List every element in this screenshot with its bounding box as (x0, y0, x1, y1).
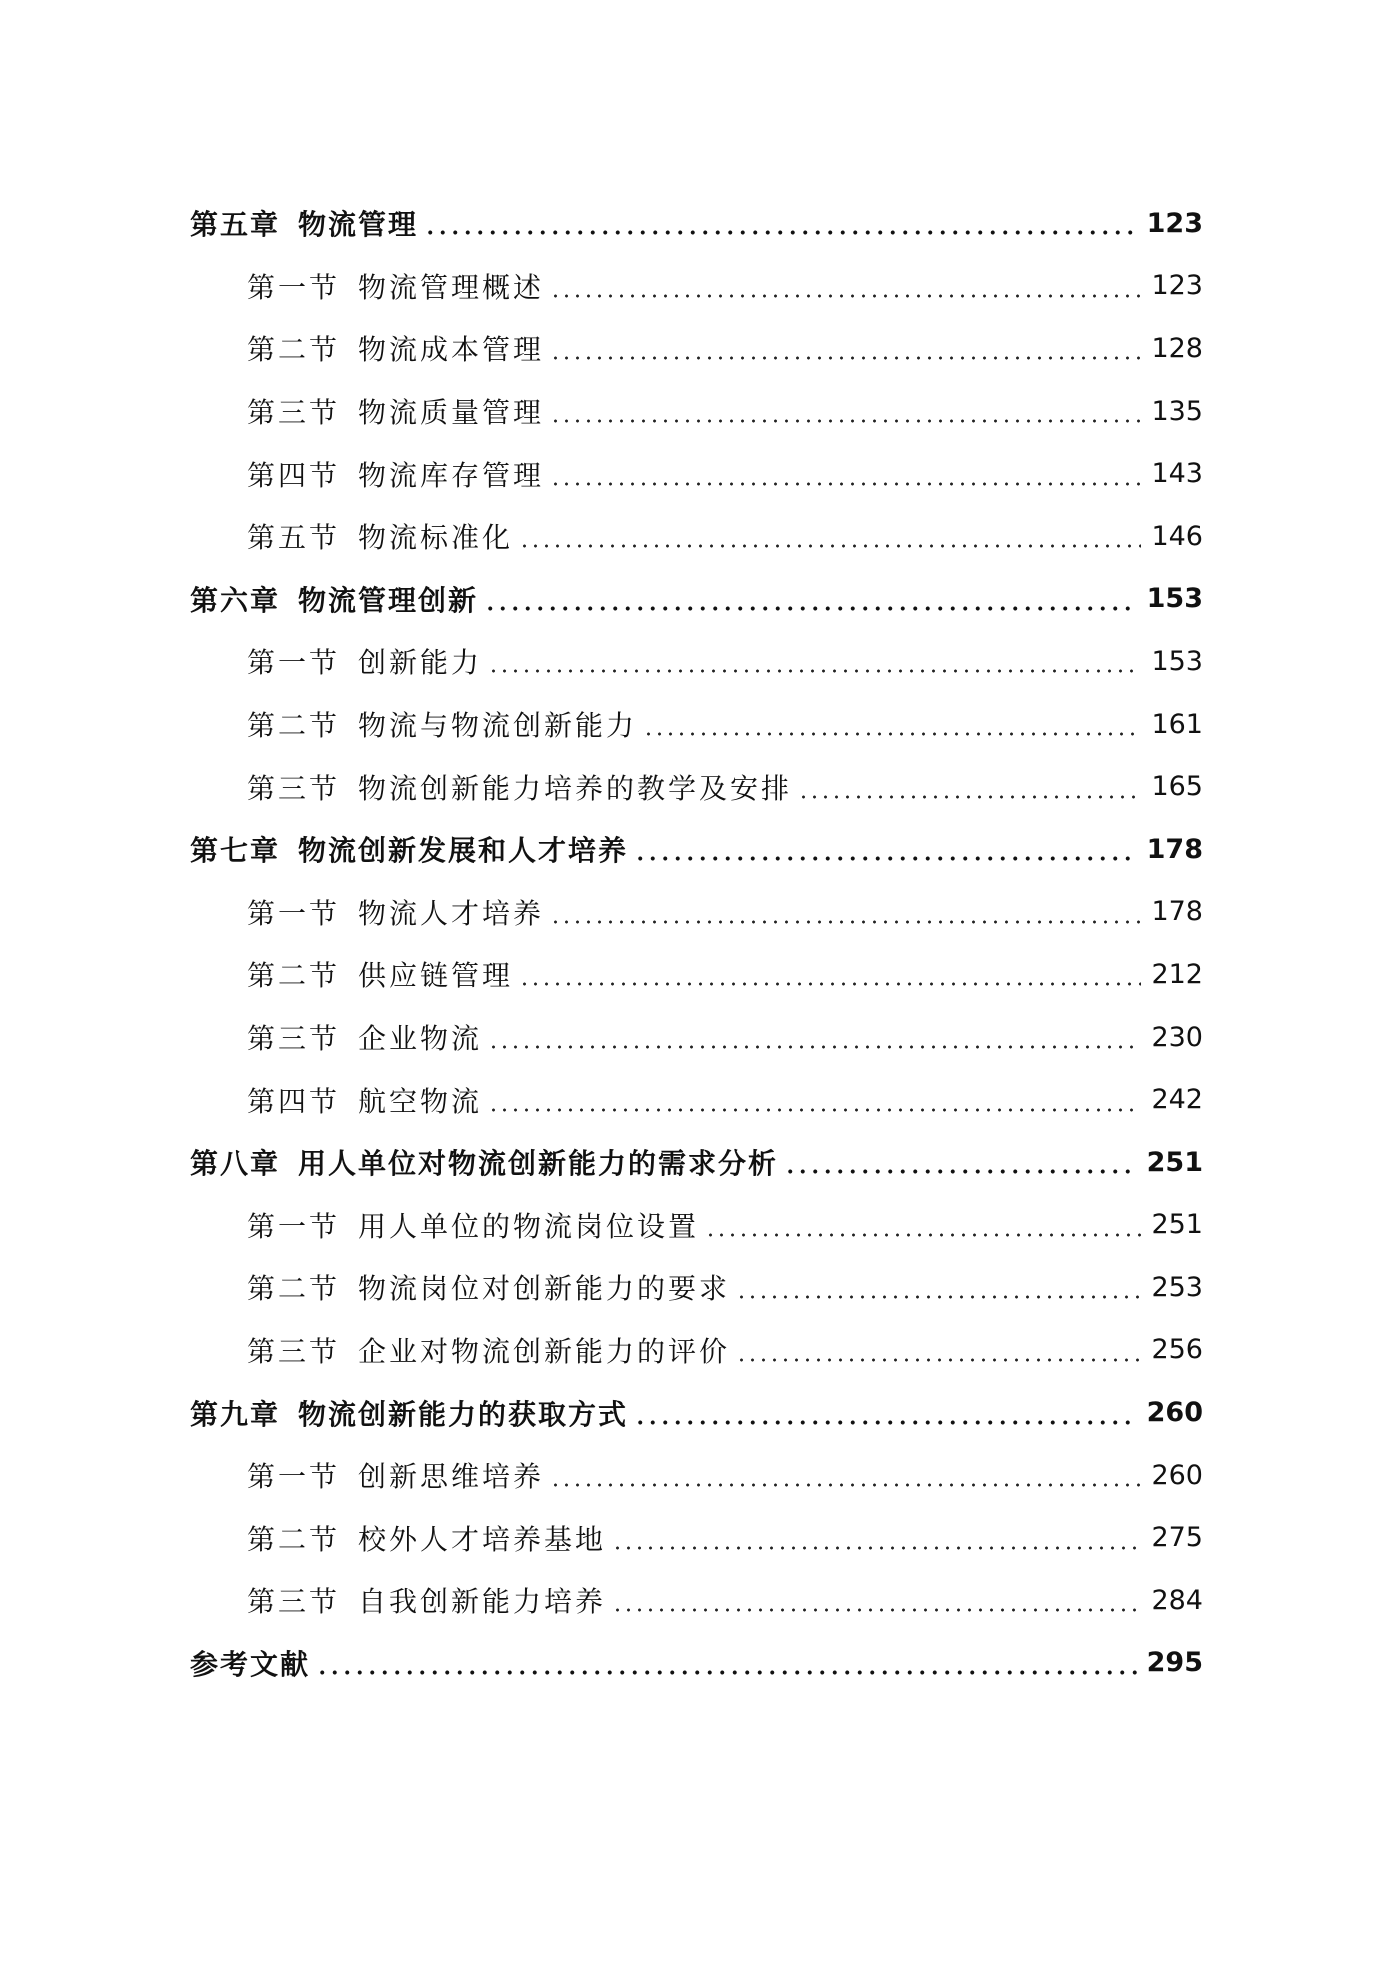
toc-entry-title: 物流岗位对创新能力的要求 (358, 1272, 731, 1306)
toc-entry-title: 校外人才培养基地 (358, 1522, 607, 1556)
toc-entry-title: 物流创新能力的获取方式 (298, 1397, 629, 1431)
toc-entry-label (247, 1580, 606, 1620)
toc-entry-number: 第四节 (247, 1084, 341, 1118)
dot-leader (634, 1399, 1137, 1427)
toc-section-entry[interactable] (0, 505, 1391, 568)
toc-page-number: 143 (1151, 458, 1203, 490)
dot-leader (798, 773, 1141, 801)
toc-page-number: 128 (1151, 332, 1203, 364)
dot-leader (736, 1336, 1141, 1364)
toc-entry-label (190, 829, 628, 869)
toc-entry-label (247, 454, 544, 494)
toc-entry-title: 企业对物流创新能力的评价 (358, 1334, 731, 1368)
toc-entry-number: 第三节 (247, 396, 341, 430)
dot-leader (519, 960, 1141, 988)
toc-section-entry[interactable] (0, 1319, 1391, 1382)
toc-section-entry[interactable] (0, 630, 1391, 693)
toc-chapter-entry[interactable] (0, 1381, 1391, 1444)
toc-entry-number: 第三节 (247, 771, 341, 805)
toc-entry-label (247, 641, 482, 681)
toc-page-number: 253 (1151, 1271, 1203, 1303)
toc-entry-title: 供应链管理 (358, 959, 514, 993)
toc-page-number: 260 (1151, 1459, 1203, 1491)
toc-entry-label (247, 892, 544, 932)
toc-page-number: 165 (1151, 771, 1203, 803)
toc-page-number: 123 (1146, 207, 1203, 239)
toc-entry-title: 物流成本管理 (358, 333, 545, 367)
toc-entry-title: 物流创新能力培养的教学及安排 (358, 771, 793, 805)
toc-section-entry[interactable] (0, 943, 1391, 1006)
dot-leader (643, 710, 1141, 738)
toc-entry-number: 第五章 (190, 208, 281, 242)
dot-leader (488, 647, 1141, 675)
dot-leader (550, 1461, 1141, 1489)
toc-entry-number: 第三节 (247, 1585, 341, 1619)
toc-section-entry[interactable] (0, 317, 1391, 380)
toc-page-number: 178 (1146, 833, 1203, 865)
toc-entry-title: 物流管理 (298, 208, 419, 242)
toc-entry-title: 自我创新能力培养 (358, 1585, 607, 1619)
toc-page-number: 295 (1146, 1647, 1203, 1679)
dot-leader (484, 585, 1137, 613)
dot-leader (316, 1649, 1137, 1677)
toc-entry-number: 第七章 (190, 834, 281, 868)
toc-page-number: 178 (1151, 896, 1203, 928)
dot-leader (550, 397, 1141, 425)
dot-leader (784, 1148, 1137, 1176)
dot-leader (550, 334, 1141, 362)
toc-page-number: 153 (1151, 645, 1203, 677)
toc-entry-number: 第三节 (247, 1022, 341, 1056)
toc-entry-number: 第二节 (247, 333, 341, 367)
toc-page-number: 153 (1146, 583, 1203, 615)
toc-entry-label (190, 1142, 778, 1182)
dot-leader (634, 835, 1137, 863)
toc-entry-title: 物流人才培养 (358, 896, 545, 930)
toc-section-entry[interactable] (0, 693, 1391, 756)
toc-entry-label (247, 328, 544, 368)
toc-section-entry[interactable] (0, 1068, 1391, 1131)
toc-page-number: 161 (1151, 708, 1203, 740)
toc-section-entry[interactable] (0, 255, 1391, 318)
toc-chapter-entry[interactable] (0, 1131, 1391, 1194)
toc-entry-title: 创新能力 (358, 646, 483, 680)
toc-entry-label (247, 1080, 482, 1120)
toc-section-entry[interactable] (0, 380, 1391, 443)
toc-entry-title: 物流管理创新 (298, 583, 479, 617)
toc-page-number: 123 (1151, 270, 1203, 302)
toc-entry-label (247, 266, 544, 306)
toc-entry-number: 第一节 (247, 270, 341, 304)
toc-page-number: 260 (1146, 1397, 1203, 1429)
toc-entry-title: 物流管理概述 (358, 270, 545, 304)
toc-page-number: 251 (1146, 1146, 1203, 1178)
dot-leader (488, 1086, 1141, 1114)
dot-leader (550, 460, 1141, 488)
toc-entry-title: 航空物流 (358, 1084, 483, 1118)
dot-leader (488, 1023, 1141, 1051)
dot-leader (705, 1211, 1141, 1239)
toc-chapter-entry[interactable] (0, 1632, 1391, 1695)
toc-entry-label (190, 203, 418, 243)
dot-leader (424, 209, 1137, 237)
toc-chapter-entry[interactable] (0, 818, 1391, 881)
toc-entry-title: 用人单位对物流创新能力的需求分析 (298, 1147, 779, 1181)
toc-entry-label (247, 391, 544, 431)
toc-entry-title: 物流与物流创新能力 (358, 709, 638, 743)
toc-page-number: 275 (1151, 1522, 1203, 1554)
toc-entry-label (247, 704, 637, 744)
toc-entry-label (190, 579, 478, 619)
dot-leader (519, 522, 1141, 550)
toc-entry-title: 创新思维培养 (358, 1460, 545, 1494)
dot-leader (612, 1524, 1141, 1552)
toc-page-number: 230 (1151, 1021, 1203, 1053)
toc-entry-number: 第八章 (190, 1147, 281, 1181)
toc-section-entry[interactable] (0, 1194, 1391, 1257)
toc-entry-number: 第二节 (247, 1522, 341, 1556)
toc-entry-label (247, 1455, 544, 1495)
toc-entry-number: 第五节 (247, 521, 341, 555)
toc-section-entry[interactable] (0, 1006, 1391, 1069)
toc-chapter-entry[interactable] (0, 568, 1391, 631)
toc-section-entry[interactable] (0, 1256, 1391, 1319)
toc-entry-title: 物流库存管理 (358, 458, 545, 492)
toc-section-entry[interactable] (0, 881, 1391, 944)
dot-leader (550, 272, 1141, 300)
toc-entry-title: 物流创新发展和人才培养 (298, 834, 629, 868)
toc-entry-title: 用人单位的物流岗位设置 (358, 1209, 700, 1243)
toc-entry-title: 物流标准化 (358, 521, 514, 555)
toc-entry-label (247, 1017, 482, 1057)
toc-section-entry[interactable] (0, 1506, 1391, 1569)
toc-entry-title: 物流质量管理 (358, 396, 545, 430)
dot-leader (736, 1273, 1141, 1301)
toc-entry-label (247, 1205, 699, 1245)
toc-section-entry[interactable] (0, 1569, 1391, 1632)
toc-entry-label (190, 1393, 628, 1433)
toc-entry-label (247, 767, 792, 807)
toc-entry-number: 第六章 (190, 583, 281, 617)
toc-entry-title: 企业物流 (358, 1022, 483, 1056)
toc-page-number: 212 (1151, 958, 1203, 990)
toc-entry-title: 参考文献 (190, 1647, 311, 1681)
toc-entry-label (247, 1267, 730, 1307)
toc-entry-number: 第九章 (190, 1397, 281, 1431)
toc-entry-label (190, 1643, 310, 1683)
toc-page-number: 146 (1151, 520, 1203, 552)
toc-section-entry[interactable] (0, 442, 1391, 505)
toc-entry-number: 第一节 (247, 1460, 341, 1494)
toc-page-number: 284 (1151, 1584, 1203, 1616)
dot-leader (550, 898, 1141, 926)
table-of-contents (0, 192, 1391, 1694)
toc-entry-label (247, 1518, 606, 1558)
toc-entry-number: 第一节 (247, 1209, 341, 1243)
toc-entry-number: 第二节 (247, 709, 341, 743)
toc-chapter-entry[interactable] (0, 192, 1391, 255)
toc-entry-number: 第四节 (247, 458, 341, 492)
toc-entry-label (247, 1330, 730, 1370)
toc-entry-label (247, 516, 513, 556)
toc-entry-number: 第一节 (247, 896, 341, 930)
toc-entry-number: 第三节 (247, 1334, 341, 1368)
toc-section-entry[interactable] (0, 755, 1391, 818)
toc-section-entry[interactable] (0, 1444, 1391, 1507)
toc-page-number: 251 (1151, 1209, 1203, 1241)
toc-entry-number: 第二节 (247, 959, 341, 993)
toc-page-number: 256 (1151, 1334, 1203, 1366)
dot-leader (612, 1586, 1141, 1614)
toc-entry-label (247, 954, 513, 994)
toc-entry-number: 第一节 (247, 646, 341, 680)
toc-page-number: 135 (1151, 395, 1203, 427)
toc-entry-number: 第二节 (247, 1272, 341, 1306)
toc-page-number: 242 (1151, 1084, 1203, 1116)
